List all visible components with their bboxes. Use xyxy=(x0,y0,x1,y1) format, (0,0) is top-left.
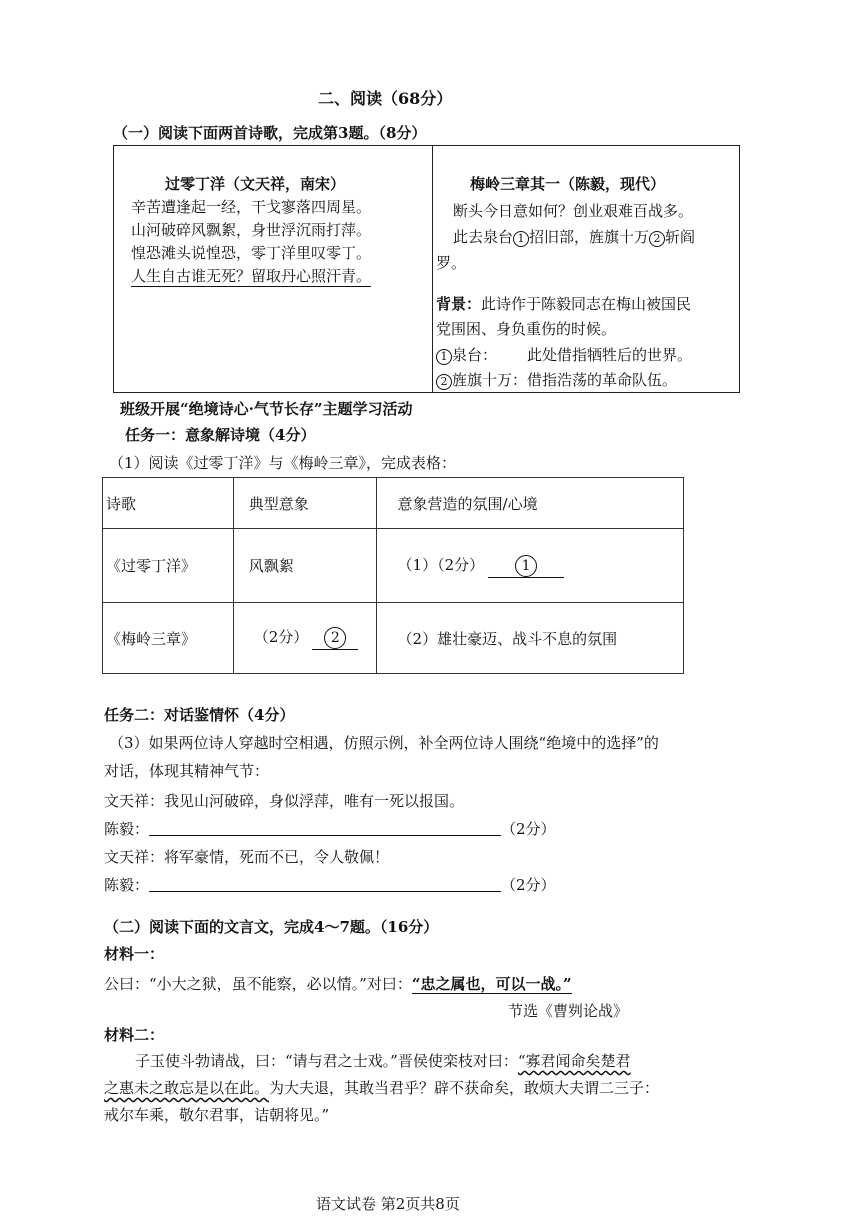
material-wavy-text: 之惠未之敢忘是以在此。 xyxy=(104,1079,270,1097)
poem-left-line: 人生自古谁无死？留取丹心照汗青。 xyxy=(131,267,372,285)
note-text: 此处借指牺牲后的世界。 xyxy=(527,346,693,364)
imagery-table xyxy=(102,477,684,674)
poem-right-text: 此去泉台 xyxy=(453,228,514,246)
material-label: 材料二： xyxy=(104,1026,165,1044)
poem-right-line: 罗。 xyxy=(436,254,467,272)
part1-heading: （一）阅读下面两首诗歌，完成第3题。（8分） xyxy=(113,124,427,142)
answer-blank[interactable] xyxy=(312,627,358,650)
table-cell-mood xyxy=(376,529,683,603)
dialogue-line xyxy=(104,818,556,839)
note-term: 泉台： xyxy=(452,346,498,364)
background-text: 此诗作于陈毅同志在梅山被国民 xyxy=(481,295,692,313)
material-source: 节选《曹刿论战》 xyxy=(508,1002,629,1020)
answer-blank[interactable] xyxy=(488,555,564,578)
score-label: （2分） xyxy=(501,820,556,838)
dialogue-line: 文天祥：将军豪情，死而不已，令人敬佩！ xyxy=(104,848,390,866)
poem-left-line: 山河破碎风飘絮，身世浮沉雨打萍。 xyxy=(131,221,372,239)
footnote-marker: 2 xyxy=(649,231,665,247)
material-text xyxy=(135,1050,631,1071)
poem-note xyxy=(436,345,692,365)
part2-heading: （二）阅读下面的文言文，完成4～7题。（16分） xyxy=(104,918,439,936)
material-text-part: 子玉使斗勃请战，曰：“请与君之士戏。”晋侯使栾枝对曰： xyxy=(135,1052,518,1070)
poem-note xyxy=(436,370,677,390)
footnote-marker: 2 xyxy=(436,374,452,390)
table-header: 诗歌 xyxy=(103,478,234,529)
dialogue-answer-blank[interactable] xyxy=(149,876,501,892)
note-text: 借指浩荡的革命队伍。 xyxy=(527,371,678,389)
speaker: 陈毅： xyxy=(104,876,150,894)
task2-heading: 任务二：对话鉴情怀（4分） xyxy=(104,706,295,724)
table-cell-image: 风飘絮 xyxy=(233,529,376,603)
material-text xyxy=(104,1077,659,1098)
score-label: （2分） xyxy=(501,876,556,894)
material-text-part: 公曰：“小大之狱，虽不能察，必以情。”对曰： xyxy=(104,975,412,993)
blank-number: 2 xyxy=(324,627,346,649)
poem-right-line xyxy=(453,227,695,247)
dialogue-answer-blank[interactable] xyxy=(149,820,501,836)
table-cell-mood: （2）雄壮豪迈、战斗不息的氛围 xyxy=(376,603,683,674)
page-footer: 语文试卷 第2页共8页 xyxy=(316,1195,460,1213)
section-title: 二、阅读（68分） xyxy=(318,89,453,108)
poem-background: 党围困、身负重伤的时候。 xyxy=(436,320,617,338)
activity-title: 班级开展“绝境诗心·气节长存”主题学习活动 xyxy=(120,400,413,418)
poem-right-text: 招旧部，旌旗十万 xyxy=(529,228,650,246)
score-label: （1）（2分） xyxy=(397,555,485,574)
material-label: 材料一： xyxy=(104,945,165,963)
material-highlight: “忠之属也，可以一战。” xyxy=(411,975,572,993)
blank-number: 1 xyxy=(515,555,537,577)
poem-left-title: 过零丁洋（文天祥，南宋） xyxy=(165,175,346,193)
material-text: 戒尔车乘，敬尔君事，诘朝将见。” xyxy=(104,1106,330,1124)
poem-left-line: 惶恐滩头说惶恐，零丁洋里叹零丁。 xyxy=(131,244,372,262)
task2-instruction: 对话，体现其精神气节： xyxy=(104,762,270,780)
material-text-part: 为大夫退，其敢当君乎？辟不获命矣，敢烦大夫谓二三子： xyxy=(269,1079,660,1097)
poem-background xyxy=(436,294,691,314)
score-label: （2分） xyxy=(253,628,309,646)
dialogue-line xyxy=(104,874,556,895)
poem-right-title: 梅岭三章其一（陈毅，现代） xyxy=(470,175,666,193)
poem-right-line: 断头今日意如何？创业艰难百战多。 xyxy=(453,202,694,220)
note-term: 旌旗十万： xyxy=(452,371,528,389)
poem-box-divider xyxy=(432,145,433,393)
footnote-marker: 1 xyxy=(436,349,452,365)
table-header: 典型意象 xyxy=(233,478,376,529)
table-cell-poem: 《梅岭三章》 xyxy=(103,603,234,674)
task2-instruction: （3）如果两位诗人穿越时空相遇，仿照示例，补全两位诗人围绕“绝境中的选择”的 xyxy=(109,734,659,752)
speaker: 陈毅： xyxy=(104,820,150,838)
table-cell-poem: 《过零丁洋》 xyxy=(103,529,234,603)
material-wavy-text: “寡君闻命矣楚君 xyxy=(517,1052,631,1070)
material-text xyxy=(104,973,572,994)
dialogue-line: 文天祥：我见山河破碎，身似浮萍，唯有一死以报国。 xyxy=(104,792,465,810)
task1-instruction: （1）阅读《过零丁洋》与《梅岭三章》，完成表格： xyxy=(109,454,457,472)
table-cell-image xyxy=(233,603,376,674)
poem-right-text: 斩阎 xyxy=(665,228,696,246)
background-label: 背景： xyxy=(436,295,482,313)
table-header: 意象营造的氛围/心境 xyxy=(376,478,683,529)
footnote-marker: 1 xyxy=(513,231,529,247)
task1-heading: 任务一：意象解诗境（4分） xyxy=(125,426,316,444)
poem-left-line: 辛苦遭逢起一经，干戈寥落四周星。 xyxy=(131,198,372,216)
